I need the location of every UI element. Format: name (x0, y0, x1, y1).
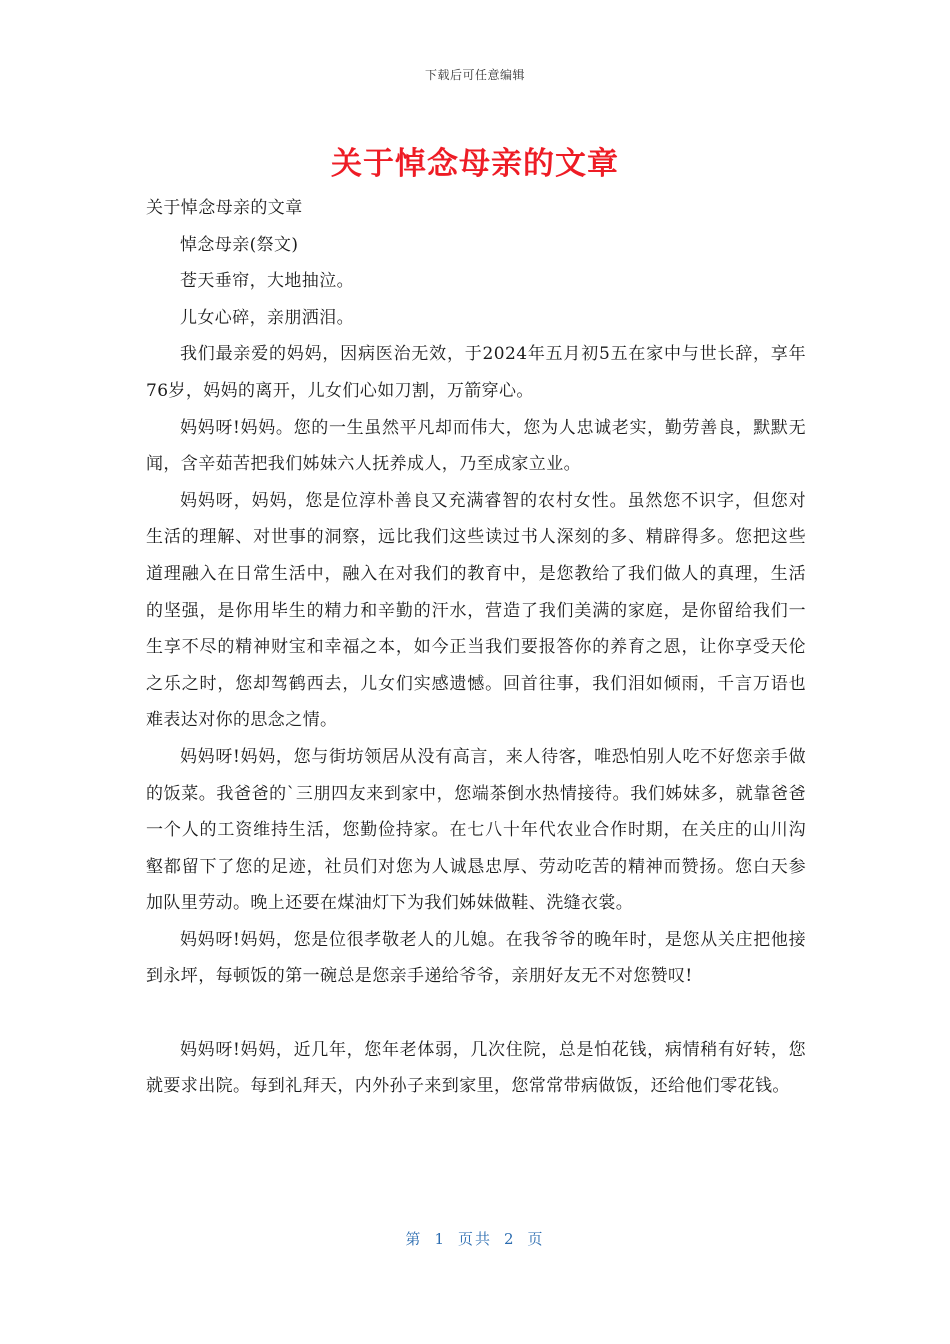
paragraph: 妈妈呀!妈妈，您是位很孝敬老人的儿媳。在我爷爷的晚年时，是您从关庄把他接到永坪，每顿饭的第一碗总是您亲手递给爷爷，亲朋好友无不对您赞叹! (146, 929, 806, 987)
page-footer (0, 1228, 950, 1249)
page-total: 2 (504, 1230, 516, 1248)
page-label-prefix: 第 (405, 1230, 423, 1248)
page-label-suffix: 页 (527, 1230, 545, 1248)
paragraph: 妈妈呀!妈妈，您与街坊领居从没有高言，来人待客，唯恐怕别人吃不好您亲手做的饭菜。我爸爸的`三朋四友来到家中，您端茶倒水热情接待。我们姊妹多，就靠爸爸一个人的工资维持生活，您勤俭持家。在七八十年代农业合作时期，在关庄的山川沟壑都留下了您的足迹，社员们对您为人诚恳忠厚、劳动吃苦的精神而赞扬。您白天参加队里劳动。晚上还要在煤油灯下为我们姊妹做鞋、洗缝衣裳。 (146, 746, 806, 914)
page-label-mid: 页共 (457, 1230, 492, 1248)
paragraph-verse-2: 儿女心碎，亲朋洒泪。 (180, 307, 354, 328)
paragraph: 妈妈呀!妈妈，近几年，您年老体弱，几次住院，总是怕花钱，病情稍有好转，您就要求出院。每到礼拜天，内外孙子来到家里，您常常带病做饭，还给他们零花钱。 (146, 1039, 806, 1097)
paragraph-heading: 关于悼念母亲的文章 (146, 198, 303, 218)
blank-line (146, 995, 806, 1032)
header-note: 下载后可任意编辑 (424, 68, 525, 82)
document-body (146, 190, 806, 1105)
page-current: 1 (434, 1230, 446, 1248)
paragraph: 妈妈呀，妈妈，您是位淳朴善良又充满睿智的农村女性。虽然您不识字，但您对生活的理解、对世事的洞察，远比我们这些读过书人深刻的多、精辟得多。您把这些道理融入在日常生活中，融入在对我们的教育中，是您教给了我们做人的真理，生活的坚强，是你用毕生的精力和辛勤的汗水，营造了我们美满的家庭，是你留给我们一生享不尽的精神财宝和幸福之本，如今正当我们要报答你的养育之恩，让你享受天伦之乐之时，您却驾鹤西去，儿女们实感遗憾。回首往事，我们泪如倾雨，千言万语也难表达对你的思念之情。 (146, 490, 806, 731)
paragraph: 妈妈呀!妈妈。您的一生虽然平凡却而伟大，您为人忠诚老实，勤劳善良，默默无闻，含辛茹苦把我们姊妹六人抚养成人，乃至成家立业。 (146, 417, 806, 475)
paragraph: 我们最亲爱的妈妈，因病医治无效，于2024年五月初5五在家中与世长辞，享年76岁，妈妈的离开，儿女们心如刀割，万箭穿心。 (146, 344, 806, 401)
document-title: 关于悼念母亲的文章 (331, 146, 619, 182)
paragraph-subtitle: 悼念母亲(祭文) (180, 234, 299, 255)
paragraph-verse-1: 苍天垂帘，大地抽泣。 (180, 271, 354, 292)
